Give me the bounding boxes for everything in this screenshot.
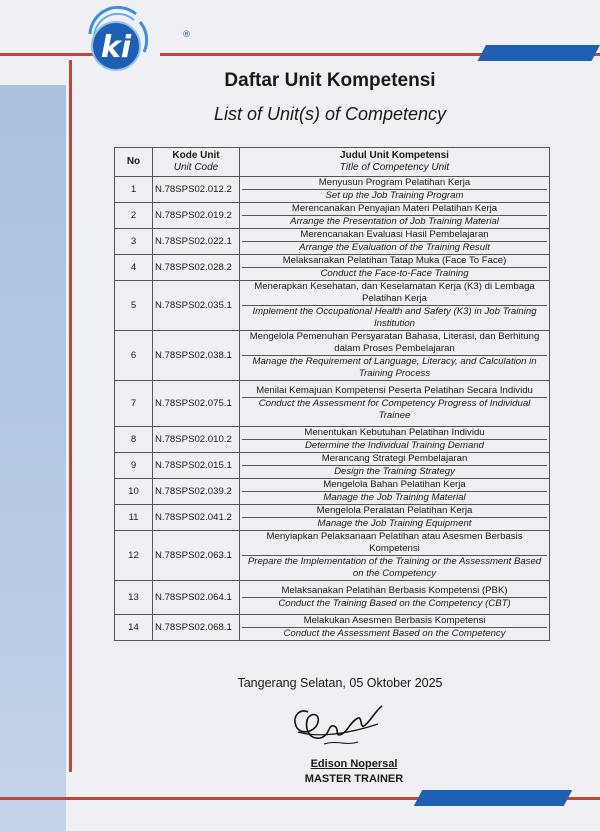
row-code: N.78SPS02.015.1 (153, 453, 240, 479)
row-title-id: Merancang Strategi Pembelajaran (321, 453, 468, 464)
row-title (240, 255, 550, 281)
row-title-id: Merencanakan Penyajian Materi Pelatihan Kerja (291, 203, 498, 214)
row-no: 11 (115, 505, 153, 531)
row-title-en: Set up the Job Training Program (242, 189, 547, 202)
row-title (240, 229, 550, 255)
row-title (240, 281, 550, 331)
row-title (240, 615, 550, 641)
header-title-label: Judul Unit Kompetensi (340, 150, 449, 161)
row-title-id: Merencanakan Evaluasi Hasil Pembelajaran (300, 229, 489, 240)
row-no: 9 (115, 453, 153, 479)
left-red-rule (69, 60, 72, 772)
header-title (240, 148, 550, 177)
row-title-en: Prepare the Implementation of the Training or the Assessment Based on the Competency (242, 555, 547, 580)
row-title-en: Manage the Job Training Equipment (242, 517, 547, 530)
signature-image (278, 694, 398, 756)
row-title-en: Design the Training Strategy (242, 465, 547, 478)
header-code (153, 148, 240, 177)
page-title: Daftar Unit Kompetensi (224, 70, 436, 91)
row-title-en: Determine the Individual Training Demand (242, 439, 547, 452)
header-code-label: Kode Unit (172, 150, 220, 161)
row-title-id: Menyiapkan Pelaksanaan Pelatihan atau Asesmen Berbasis Kompetensi (266, 531, 523, 554)
row-title (240, 453, 550, 479)
table-row (115, 479, 550, 505)
row-no: 4 (115, 255, 153, 281)
row-no: 12 (115, 531, 153, 581)
row-title (240, 427, 550, 453)
row-title (240, 479, 550, 505)
row-code: N.78SPS02.010.2 (153, 427, 240, 453)
row-no: 7 (115, 381, 153, 427)
row-no: 8 (115, 427, 153, 453)
row-title-id: Menerapkan Kesehatan, dan Keselamatan Kerja (K3) di Lembaga Pelatihan Kerja (254, 281, 535, 304)
table-header-row (115, 148, 550, 177)
row-title-id: Menilai Kemajuan Kompetensi Peserta Pelatihan Secara Individu (256, 385, 533, 396)
row-title (240, 531, 550, 581)
left-decorative-band (0, 85, 66, 831)
row-no: 1 (115, 177, 153, 203)
bottom-blue-accent (414, 790, 573, 806)
row-title-id: Melaksanakan Pelatihan Tatap Muka (Face To Face) (282, 255, 507, 266)
table-row (115, 281, 550, 331)
row-title-id: Melakukan Asesmen Berbasis Kompetensi (303, 615, 486, 626)
row-no: 2 (115, 203, 153, 229)
row-no: 3 (115, 229, 153, 255)
row-title-en: Conduct the Assessment for Competency Progress of Individual Trainee (242, 397, 547, 422)
row-title-en: Conduct the Face-to-Face Training (242, 267, 547, 280)
row-title-en: Conduct the Training Based on the Competency (CBT) (242, 597, 547, 610)
table-row (115, 177, 550, 203)
row-no: 13 (115, 581, 153, 615)
row-title-en: Arrange the Presentation of Job Training Material (242, 215, 547, 228)
row-no: 5 (115, 281, 153, 331)
row-title-id: Mengelola Pemenuhan Persyaratan Bahasa, Literasi, dan Berhitung dalam Proses Pembelajaran (249, 331, 540, 354)
row-title (240, 203, 550, 229)
signer-role: MASTER TRAINER (304, 773, 404, 785)
top-blue-accent (477, 45, 600, 61)
row-no: 6 (115, 331, 153, 381)
table-row (115, 531, 550, 581)
row-title-id: Mengelola Peralatan Pelatihan Kerja (316, 505, 473, 516)
table-row (115, 505, 550, 531)
table-row (115, 427, 550, 453)
row-title (240, 581, 550, 615)
header-title-en: Title of Competency Unit (339, 162, 450, 173)
table-row (115, 581, 550, 615)
table-row (115, 255, 550, 281)
table-row (115, 331, 550, 381)
table-row (115, 615, 550, 641)
row-no: 10 (115, 479, 153, 505)
row-code: N.78SPS02.028.2 (153, 255, 240, 281)
row-no: 14 (115, 615, 153, 641)
table-row (115, 453, 550, 479)
row-code: N.78SPS02.041.2 (153, 505, 240, 531)
row-title-id: Menyusun Program Pelatihan Kerja (318, 177, 471, 188)
row-title (240, 331, 550, 381)
row-title (240, 381, 550, 427)
table-row (115, 381, 550, 427)
row-title-en: Arrange the Evaluation of the Training Result (242, 241, 547, 254)
row-code: N.78SPS02.039.2 (153, 479, 240, 505)
row-code: N.78SPS02.063.1 (153, 531, 240, 581)
ki-logo (78, 4, 154, 80)
svg-text:ki: ki (100, 30, 132, 65)
row-code: N.78SPS02.035.1 (153, 281, 240, 331)
row-title-id: Mengelola Bahan Pelatihan Kerja (323, 479, 466, 490)
header-no: No (115, 148, 153, 177)
row-title-en: Conduct the Assessment Based on the Competency (242, 627, 547, 640)
signer-name: Edison Nopersal (310, 758, 398, 770)
place-date: Tangerang Selatan, 05 Oktober 2025 (237, 676, 443, 690)
row-title-id: Melaksanakan Pelatihan Berbasis Kompetensi (PBK) (281, 585, 508, 596)
row-code: N.78SPS02.022.1 (153, 229, 240, 255)
row-code: N.78SPS02.019.2 (153, 203, 240, 229)
row-title-id: Menentukan Kebutuhan Pelatihan Individu (304, 427, 485, 438)
row-code: N.78SPS02.038.1 (153, 331, 240, 381)
registered-mark: ® (182, 30, 191, 40)
header-code-en: Unit Code (173, 162, 219, 173)
row-code: N.78SPS02.064.1 (153, 581, 240, 615)
row-title (240, 505, 550, 531)
row-code: N.78SPS02.012.2 (153, 177, 240, 203)
table-row (115, 203, 550, 229)
table-row (115, 229, 550, 255)
row-title (240, 177, 550, 203)
row-code: N.78SPS02.075.1 (153, 381, 240, 427)
row-title-en: Manage the Requirement of Language, Literacy, and Calculation in Training Process (242, 355, 547, 380)
competency-units-table (114, 147, 550, 641)
row-title-en: Implement the Occupational Health and Safety (K3) in Job Training Institution (242, 305, 547, 330)
row-code: N.78SPS02.068.1 (153, 615, 240, 641)
row-title-en: Manage the Job Training Material (242, 491, 547, 504)
page-subtitle: List of Unit(s) of Competency (213, 104, 447, 124)
